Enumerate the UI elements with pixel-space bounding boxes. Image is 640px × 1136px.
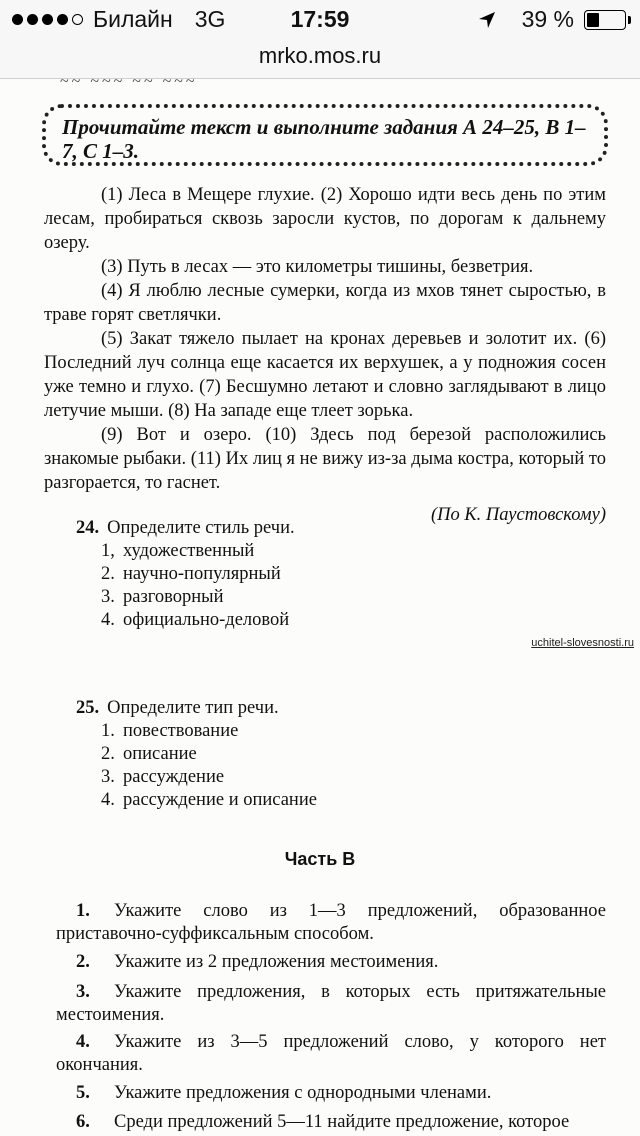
- instruction-text: Прочитайте текст и выполните задания А 24–25, В 1–7, С 1–3.: [62, 115, 586, 163]
- part-b-question: 4. Укажите из 3—5 предложений слово, у которого нет окончания.: [56, 1032, 606, 1075]
- answer-option: 3. разговорный: [101, 587, 224, 607]
- carrier-name: Билайн: [93, 6, 173, 32]
- question-25: [76, 696, 317, 812]
- paragraph: (1) Леса в Мещере глухие. (2) Хорошо идти весь день по этим лесам, пробираться сквозь заросли кустов, по дорогам к дальнему озеру.: [44, 185, 606, 253]
- question-number: 24.: [76, 518, 100, 538]
- status-right: [478, 6, 626, 33]
- part-b-question: 3. Укажите предложения, в которых есть притяжательные местоимения.: [56, 982, 606, 1025]
- part-b-question: 5. Укажите предложения с однородными членами.: [76, 1083, 492, 1103]
- part-b-question: 6. Среди предложений 5—11 найдите предложение, которое: [76, 1112, 570, 1132]
- answer-option: 2. научно-популярный: [101, 564, 281, 584]
- url-text[interactable]: mrko.mos.ru: [258, 43, 382, 68]
- paragraph: (4) Я люблю лесные сумерки, когда из мхов тянет сыростью, в траве горят светлячки.: [44, 281, 606, 325]
- battery-level: [587, 13, 599, 27]
- cropped-text-fragment: ~~ ~~~ ~~ ~~~: [60, 73, 198, 85]
- answer-option: 2. описание: [101, 744, 197, 764]
- instruction-frame: [42, 104, 608, 166]
- answer-option: 4. рассуждение и описание: [101, 790, 317, 810]
- answer-option: 4. официально-деловой: [101, 610, 290, 630]
- answer-option: 1, художественный: [101, 541, 255, 561]
- attribution: (По К. Паустовскому): [430, 505, 606, 525]
- paragraph: (3) Путь в лесах — это километры тишины, безветрия.: [101, 257, 534, 277]
- question-title: Определите тип речи.: [107, 698, 279, 718]
- battery-percent: 39 %: [521, 6, 574, 32]
- part-b-question: 2. Укажите из 2 предложения местоимения.: [76, 952, 439, 972]
- watermark-link[interactable]: uchitel-slovesnosti.ru: [531, 637, 634, 649]
- document-page: [0, 73, 640, 1136]
- reading-text: [44, 183, 606, 527]
- clock: 17:59: [290, 6, 350, 32]
- network-type: 3G: [194, 6, 226, 32]
- paragraph: (5) Закат тяжело пылает на кронах деревьев и золотит их. (6) Последний луч солнца еще касается их верхушек, а у подножия сосен уже темно и глухо. (7) Бесшумно летают и словно заглядывают в лицо летучие мыши. (8) На западе еще тлеет зорька.: [44, 329, 606, 421]
- answer-option: 3. рассуждение: [101, 767, 225, 787]
- question-title: Определите стиль речи.: [107, 518, 295, 538]
- question-number: 25.: [76, 698, 100, 718]
- section-heading: Часть В: [284, 849, 356, 869]
- question-24: [76, 516, 295, 632]
- part-b-question: 1. Укажите слово из 1—3 предложений, образованное приставочно-суффиксальным способом.: [56, 901, 606, 944]
- answer-option: 1. повествование: [101, 721, 239, 741]
- status-bar: [0, 0, 640, 40]
- paragraph: (9) Вот и озеро. (10) Здесь под березой расположились знакомые рыбаки. (11) Их лиц я не вижу из-за дыма костра, который то разгорается, то гаснет.: [44, 425, 606, 493]
- location-arrow-icon: [478, 11, 496, 29]
- battery-icon: [584, 10, 626, 30]
